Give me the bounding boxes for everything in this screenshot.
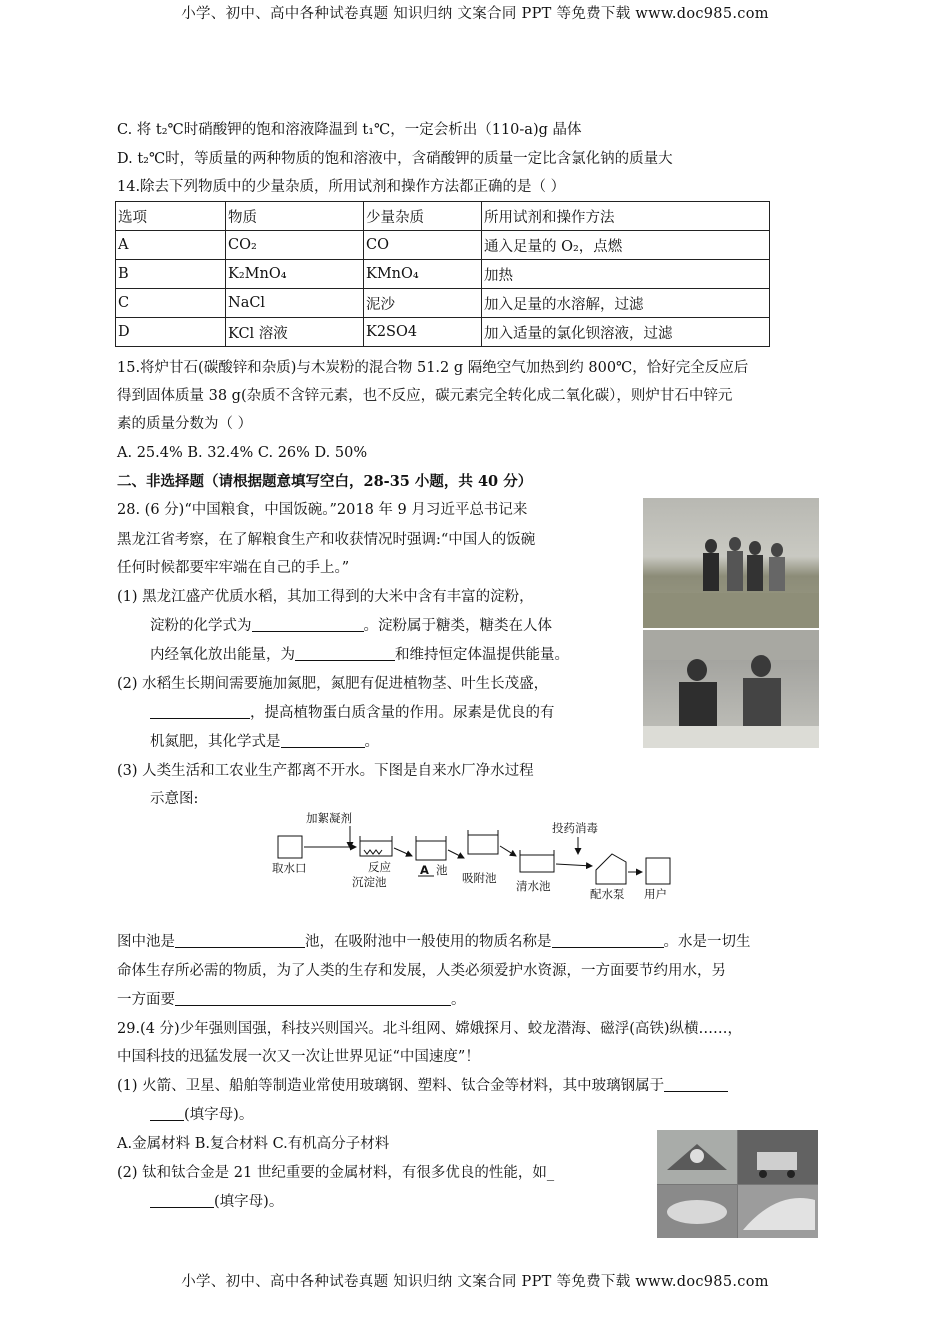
adsorption-pool <box>468 830 498 854</box>
text-segment: 图中池是 <box>117 934 175 950</box>
table-cell: KCl 溶液 <box>226 318 364 347</box>
label-intake: 取水口 <box>272 861 307 875</box>
table-cell: 泥沙 <box>364 289 482 318</box>
pool-a <box>416 836 446 860</box>
text-segment: (1) 火箭、卫星、船舶等制造业常使用玻璃钢、塑料、钛合金等材料，其中玻璃钢属于 <box>117 1078 665 1094</box>
text-segment: 。水是一切生 <box>663 934 751 950</box>
arrow-4 <box>500 846 516 856</box>
q29-p2-a: (2) 钛和钛合金是 21 世纪重要的金属材料，有很多优良的性能，如_ <box>117 1165 555 1181</box>
q15-line2: 得到固体质量 38 g(杂质不含锌元素，也不反应，碳元素完全转化成二氧化碳），则炉甘石中锌元 <box>117 388 733 404</box>
table-header-cell: 少量杂质 <box>364 202 482 231</box>
label-adsorption: 吸附池 <box>462 871 497 885</box>
table-row <box>116 318 770 347</box>
text-segment: (填字母)。 <box>184 1107 254 1123</box>
label-reaction-1: 反应 <box>368 860 391 874</box>
text-segment: 。 <box>364 734 379 750</box>
text-segment: (填字母)。 <box>214 1194 284 1210</box>
q13-option-c: C. 将 t₂℃时硝酸钾的饱和溶液降温到 t₁℃，一定会析出（110-a)g 晶体 <box>117 122 582 138</box>
text-segment: 内经氧化放出能量，为 <box>150 647 295 663</box>
answer-blank[interactable] <box>552 932 664 948</box>
q29-line2: 中国科技的迅猛发展一次又一次让世界见证“中国速度”！ <box>117 1049 480 1065</box>
answer-blank[interactable] <box>281 732 365 748</box>
text-segment: 。 <box>451 992 466 1008</box>
table-cell: A <box>116 231 226 260</box>
footer-banner: 小学、初中、高中各种试卷真题 知识归纳 文案合同 PPT 等免费下载 www.doc985.com <box>181 1274 769 1290</box>
reaction-pool-mark <box>364 850 382 854</box>
table-cell: 加入适量的氯化钡溶液，过滤 <box>482 318 770 347</box>
table-cell: 加热 <box>482 260 770 289</box>
label-user: 用户 <box>644 887 667 901</box>
arrow-3 <box>448 850 464 858</box>
q13-option-d: D. t₂℃时，等质量的两种物质的饱和溶液中，含硝酸钾的质量一定比含氯化钠的质量大 <box>117 151 673 167</box>
photo-rice-inspection <box>643 630 819 748</box>
label-clear-water: 清水池 <box>516 879 551 893</box>
q28-p1-b <box>150 616 552 636</box>
answer-blank[interactable] <box>295 645 395 661</box>
table-cell: K2SO4 <box>364 318 482 347</box>
q28-p2-c <box>150 732 379 752</box>
table-cell: 通入足量的 O₂，点燃 <box>482 231 770 260</box>
label-disinfect: 投药消毒 <box>552 821 598 835</box>
text-segment: 机氮肥，其化学式是 <box>150 734 281 750</box>
q15-line1: 15.将炉甘石(碳酸锌和杂质)与木炭粉的混合物 51.2 g 隔绝空气加热到约 800℃，恰好完全反应后 <box>117 360 749 376</box>
reaction-pool <box>360 836 392 856</box>
table-cell: CO <box>364 231 482 260</box>
q28-p1-c <box>150 645 569 665</box>
table-cell: D <box>116 318 226 347</box>
q29-choices: A.金属材料 B.复合材料 C.有机高分子材料 <box>117 1136 390 1152</box>
q28-after-1 <box>117 932 751 952</box>
text-segment: 池，在吸附池中一般使用的物质名称是 <box>305 934 552 950</box>
photo-field-inspection <box>643 498 819 628</box>
answer-blank[interactable] <box>664 1076 728 1092</box>
table-cell: KMnO₄ <box>364 260 482 289</box>
water-purification-diagram <box>262 808 702 904</box>
label-reaction-2: 沉淀池 <box>352 875 387 889</box>
answer-blank[interactable] <box>150 703 250 719</box>
text-segment: 和维持恒定体温提供能量。 <box>395 647 569 663</box>
photo-rice-figures <box>643 630 819 748</box>
q14-options-table <box>115 201 770 347</box>
q28-p2-a: (2) 水稻生长期间需要施加氮肥，氮肥有促进植物茎、叶生长茂盛， <box>117 676 549 692</box>
table-header-cell: 物质 <box>226 202 364 231</box>
table-header-row <box>116 202 770 231</box>
photo-collage-tiles <box>657 1130 818 1238</box>
q29-p1-b <box>150 1105 253 1125</box>
photo-field-figures <box>643 498 819 628</box>
user-box <box>646 858 670 884</box>
text-segment: 。淀粉属于糖类，糖类在人体 <box>363 618 552 634</box>
q28-line1: 28. (6 分)“中国粮食，中国饭碗。”2018 年 9 月习近平总书记来 <box>117 502 528 518</box>
table-header-cell: 选项 <box>116 202 226 231</box>
q29-p1-a <box>117 1076 728 1096</box>
q29-p2-b <box>150 1192 283 1212</box>
table-cell: K₂MnO₄ <box>226 260 364 289</box>
q15-line3: 素的质量分数为（ ） <box>117 416 253 432</box>
text-segment: 淀粉的化学式为 <box>150 618 252 634</box>
table-cell: NaCl <box>226 289 364 318</box>
q28-after-2: 命体生存所必需的物质，为了人类的生存和发展，人类必须爱护水资源，一方面要节约用水，另 <box>117 963 726 979</box>
q28-after-3 <box>117 990 466 1010</box>
label-coagulant: 加絮凝剂 <box>306 811 352 825</box>
q15-options: A. 25.4% B. 32.4% C. 26% D. 50% <box>117 445 368 461</box>
q28-line3: 任何时候都要牢牢端在自己的手上。” <box>117 560 350 576</box>
table-cell: C <box>116 289 226 318</box>
arrow-2 <box>394 848 412 856</box>
q28-p2-b <box>150 703 555 723</box>
table-header-cell: 所用试剂和操作方法 <box>482 202 770 231</box>
table-cell: CO₂ <box>226 231 364 260</box>
q28-p3-a: (3) 人类生活和工农业生产都离不开水。下图是自来水厂净水过程 <box>117 763 534 779</box>
q28-p1-a: (1) 黑龙江盛产优质水稻，其加工得到的大米中含有丰富的淀粉， <box>117 589 534 605</box>
arrow-5 <box>556 864 592 866</box>
answer-blank[interactable] <box>252 616 364 632</box>
pump-shape <box>596 854 626 884</box>
table-row <box>116 260 770 289</box>
photo-technology-collage <box>657 1130 818 1238</box>
table-cell: B <box>116 260 226 289</box>
header-banner: 小学、初中、高中各种试卷真题 知识归纳 文案合同 PPT 等免费下载 www.doc985.com <box>181 6 769 22</box>
label-pump: 配水泵 <box>590 887 625 901</box>
answer-blank[interactable] <box>150 1105 184 1121</box>
q14-stem: 14.除去下列物质中的少量杂质，所用试剂和操作方法都正确的是（ ） <box>117 179 566 195</box>
table-row <box>116 289 770 318</box>
text-segment: ，提高植物蛋白质含量的作用。尿素是优良的有 <box>250 705 555 721</box>
q29-line1: 29.(4 分)少年强则国强，科技兴则国兴。北斗组网、嫦娥探月、蛟龙潜海、磁浮(高铁)纵横……， <box>117 1021 743 1037</box>
section2-title: 二、非选择题（请根据题意填写空白，28-35 小题，共 40 分） <box>117 473 533 490</box>
label-pool-a-suffix: 池 <box>436 863 448 877</box>
clear-water-pool <box>520 850 554 872</box>
answer-blank[interactable] <box>175 932 305 948</box>
answer-blank[interactable] <box>150 1192 214 1208</box>
q28-line2: 黑龙江省考察，在了解粮食生产和收获情况时强调:“中国人的饭碗 <box>117 532 536 548</box>
intake-box <box>278 836 302 858</box>
table-row <box>116 231 770 260</box>
label-pool-a-letter: A <box>420 863 429 877</box>
answer-blank[interactable] <box>175 990 451 1006</box>
text-segment: 一方面要 <box>117 992 175 1008</box>
q28-p3-b: 示意图: <box>150 791 199 807</box>
table-cell: 加入足量的水溶解，过滤 <box>482 289 770 318</box>
